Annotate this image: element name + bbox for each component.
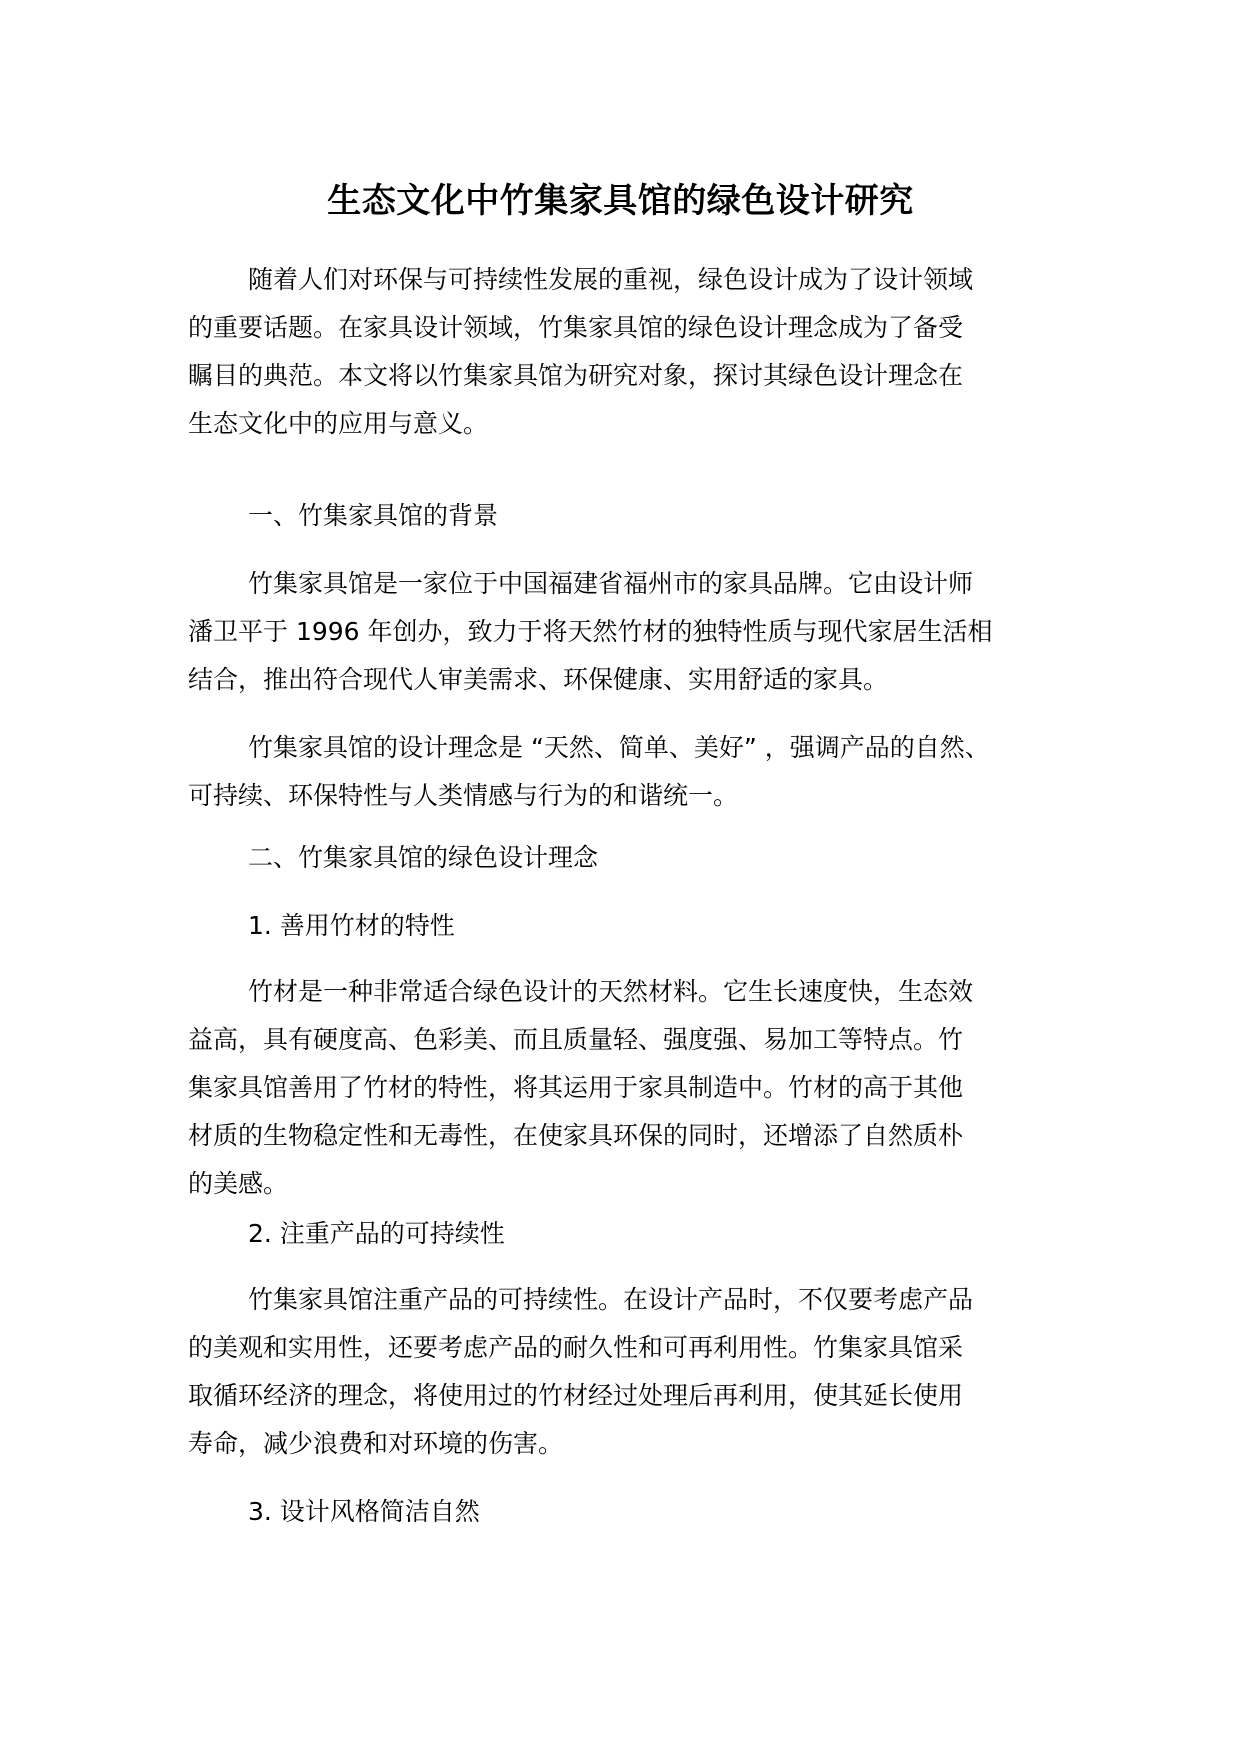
section-heading-background [188,492,1068,540]
subheading-text: 1. 善用竹材的特性 [248,911,455,940]
subheading-sustainability [188,1210,1068,1258]
background-paragraph [188,560,1068,704]
subheading-text: 2. 注重产品的可持续性 [248,1219,505,1248]
paragraph-line: 竹集家具馆的设计理念是 “天然、简单、美好” ，强调产品的自然、 [248,733,990,762]
paragraph-line: 取循环经济的理念，将使用过的竹材经过处理后再利用，使其延长使用 [188,1381,964,1410]
paragraph-line: 益高，具有硬度高、色彩美、而且质量轻、强度强、易加工等特点。竹 [188,1025,964,1054]
sustainability-paragraph [188,1276,1068,1468]
paragraph-line: 潘卫平于 1996 年创办，致力于将天然竹材的独特性质与现代家居生活相 [188,617,993,646]
subheading-text: 3. 设计风格简洁自然 [248,1497,480,1526]
paragraph-line: 寿命，减少浪费和对环境的伤害。 [188,1429,564,1458]
subheading-bamboo-properties [188,902,1068,950]
section-heading-green-design [188,834,1068,882]
section-heading-text: 一、竹集家具馆的背景 [248,501,499,530]
paragraph-line: 结合，推出符合现代人审美需求、环保健康、实用舒适的家具。 [188,665,889,694]
paragraph-line: 的重要话题。在家具设计领域，竹集家具馆的绿色设计理念成为了备受 [188,313,964,342]
paragraph-line: 生态文化中的应用与意义。 [188,409,489,438]
paragraph-line: 竹集家具馆注重产品的可持续性。在设计产品时，不仅要考虑产品 [248,1285,974,1314]
bamboo-paragraph [188,968,1068,1208]
paragraph-line: 竹集家具馆是一家位于中国福建省福州市的家具品牌。它由设计师 [248,569,974,598]
subheading-design-style [188,1488,1068,1536]
concept-paragraph [188,724,1068,820]
paragraph-line: 竹材是一种非常适合绿色设计的天然材料。它生长速度快，生态效 [248,977,974,1006]
paragraph-line: 瞩目的典范。本文将以竹集家具馆为研究对象，探讨其绿色设计理念在 [188,361,964,390]
paragraph-line: 材质的生物稳定性和无毒性，在使家具环保的同时，还增添了自然质朴 [188,1121,964,1150]
document-title: 生态文化中竹集家具馆的绿色设计研究 [327,181,914,221]
paragraph-line: 可持续、环保特性与人类情感与行为的和谐统一。 [188,781,739,810]
paragraph-line: 集家具馆善用了竹材的特性，将其运用于家具制造中。竹材的高于其他 [188,1073,964,1102]
paragraph-line: 的美感。 [188,1169,289,1198]
paragraph-line: 随着人们对环保与可持续性发展的重视，绿色设计成为了设计领域 [248,265,974,294]
intro-paragraph [188,256,1068,448]
paragraph-line: 的美观和实用性，还要考虑产品的耐久性和可再利用性。竹集家具馆采 [188,1333,964,1362]
section-heading-text: 二、竹集家具馆的绿色设计理念 [248,843,599,872]
